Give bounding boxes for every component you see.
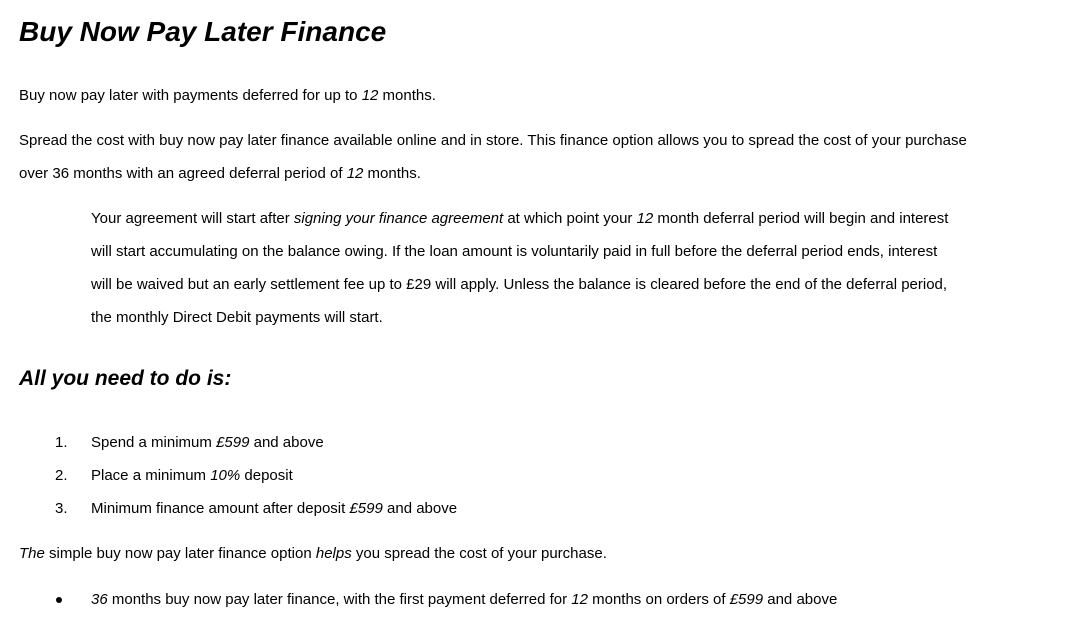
spread-paragraph-line2 [19,157,421,190]
bullet-deferral-value: 12 [571,591,588,608]
bullet-icon [56,597,62,603]
bullet-text: months buy now pay later finance, with the first payment deferred for [107,591,572,608]
bullet-text-mid: months on orders of [587,591,730,608]
spread-months-value: 12 [346,165,364,182]
list-item [91,492,457,525]
bullet-months-value: 36 [91,591,108,608]
step-text-end: and above [382,500,458,517]
agreement-line3: will be waived but an early settlement fee up to £29 will apply. Unless the balance is cleared before the end of the deferral period, [91,276,948,293]
agreement-line4: the monthly Direct Debit payments will start. [91,309,383,326]
step-text: Place a minimum [91,467,211,484]
step-number: 3. [55,500,68,517]
simple-emphasis: The [19,545,45,562]
list-item [91,426,324,459]
section-heading: All you need to do is: [19,367,232,390]
step-value: £599 [216,434,250,451]
bullet-price-value: £599 [729,591,764,608]
bullet-text-end: and above [763,591,838,608]
step-text-end: deposit [240,467,293,484]
simple-paragraph [19,537,607,570]
agreement-line2: will start accumulating on the balance owing. If the loan amount is voluntarily paid in full before the deferral period ends, interest [91,243,938,260]
step-value: 10% [210,467,241,484]
spread-text-end: months. [363,165,421,182]
agreement-emphasis: signing your finance agreement [293,210,504,227]
step-number: 1. [55,434,68,451]
agreement-line1 [91,202,948,235]
agreement-text: Your agreement will start after [91,210,294,227]
simple-emphasis-helps: helps [315,545,352,562]
spread-paragraph-line1: Spread the cost with buy now pay later finance available online and in store. This finance option allows you to spread the cost of your purchase [19,132,967,149]
spread-text: over 36 months with an agreed deferral period of [19,165,347,182]
step-number: 2. [55,467,68,484]
simple-text-end: you spread the cost of your purchase. [351,545,607,562]
intro-text: Buy now pay later with payments deferred for up to [19,87,362,104]
agreement-text-mid: at which point your [503,210,637,227]
simple-text: simple buy now pay later finance option [44,545,316,562]
step-text: Minimum finance amount after deposit [91,500,350,517]
agreement-months-value: 12 [636,210,654,227]
intro-months-value: 12 [361,87,379,104]
intro-paragraph [19,79,436,112]
step-text: Spend a minimum [91,434,217,451]
page-title: Buy Now Pay Later Finance [19,16,387,47]
step-value: £599 [349,500,383,517]
intro-text-end: months. [378,87,436,104]
list-item [91,459,293,492]
agreement-text-end: month deferral period will begin and interest [653,210,949,227]
step-text-end: and above [249,434,324,451]
bullet-item [91,583,837,616]
